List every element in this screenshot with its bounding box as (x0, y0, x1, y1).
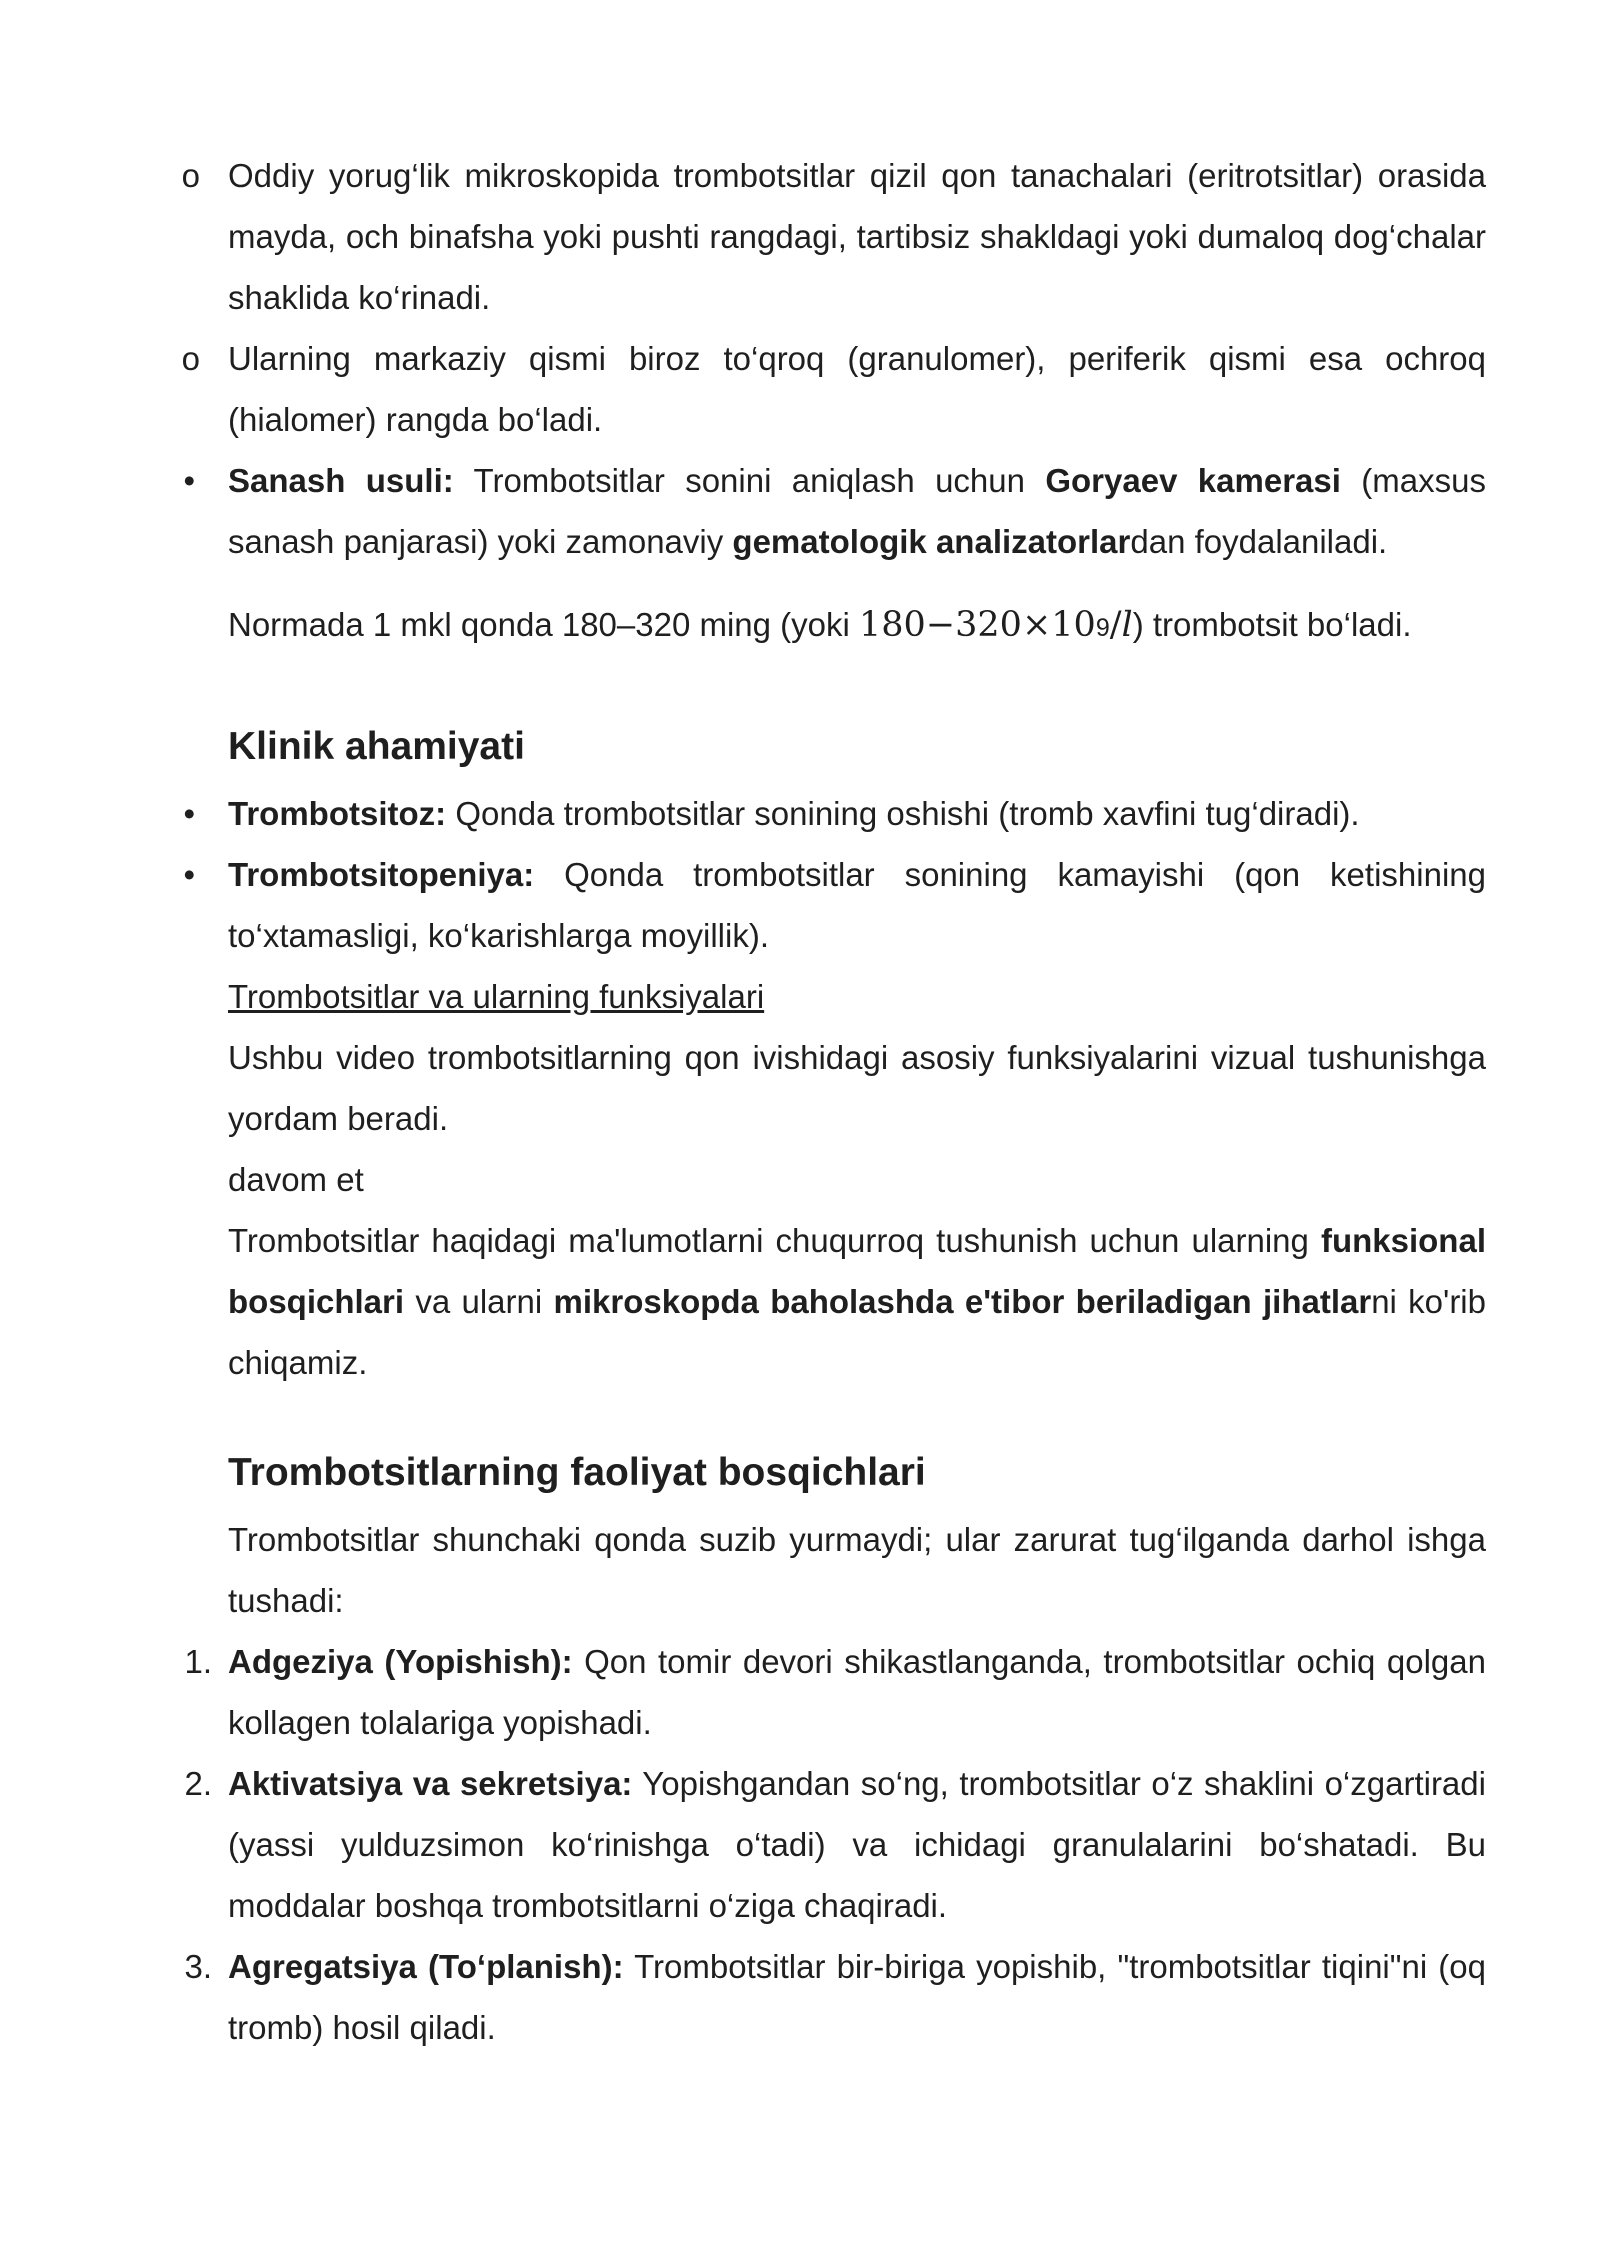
circle-bullet-icon: o (181, 157, 200, 194)
math-exponent: 9 (1095, 614, 1110, 642)
bullet-item-sanash (183, 450, 1486, 572)
bold-term: mikroskopda baholashda e'tibor beriladigan jihatlar (553, 1283, 1372, 1320)
list-number: 2. (184, 1765, 212, 1802)
paragraph-text: Oddiy yorug‘lik mikroskopida trombotsitlar qizil qon tanachalari (eritrotsitlar) orasida mayda, och binafsha yoki pushti rangdagi, tartibsiz shakldagi yoki dumaloq dog‘chalar shaklida ko‘rinadi. (228, 157, 1486, 316)
list-number: 1. (184, 1643, 212, 1680)
text-run: Trombotsitlar sonini aniqlash uchun (453, 462, 1046, 499)
text-run: va ularni (404, 1283, 554, 1320)
bold-label: Agregatsiya (To‘planish): (228, 1948, 624, 1985)
bold-label: Adgeziya (Yopishish): (228, 1643, 573, 1680)
text-run: Qonda trombotsitlar sonining oshishi (tromb xavfini tug‘diradi). (446, 795, 1360, 832)
video-link[interactable]: Trombotsitlar va ularning funksiyalari (228, 978, 765, 1015)
numbered-item (184, 1936, 1486, 2058)
numbered-item (184, 1753, 1486, 1936)
text-run: (maxsus sanash panjarasi) yoki zamonaviy (228, 462, 1486, 560)
norm-line (228, 592, 1486, 661)
bullet-item-trombotsitoz (183, 783, 1486, 844)
circle-bullet-icon: o (181, 340, 200, 377)
math-slash: / (1109, 605, 1122, 645)
section-heading-faoliyat: Trombotsitlarning faoliyat bosqichlari (228, 1451, 926, 1494)
text-run: ni ko'rib chiqamiz. (228, 1283, 1486, 1381)
paragraph-text: Ularning markaziy qismi biroz to‘qroq (granulomer), periferik qismi esa ochroq (hialomer) rangda bo‘ladi. (228, 340, 1486, 438)
dot-bullet-icon: • (183, 462, 195, 499)
text-run: dan foydalaniladi. (1130, 523, 1388, 560)
intro-paragraph: Trombotsitlar shunchaki qonda suzib yurmaydi; ular zarurat tug‘ilganda darhol ishga tushadi: (228, 1521, 1486, 1619)
sub-bullet-item (181, 145, 1486, 328)
dot-bullet-icon: • (183, 795, 195, 832)
bold-label: Aktivatsiya va sekretsiya: (228, 1765, 633, 1802)
text-run: Qonda trombotsitlar sonining kamayishi (qon ketishining to‘xtamasligi, ko‘karishlarga moyillik). (228, 856, 1486, 954)
section-heading-klinik: Klinik ahamiyati (228, 725, 525, 768)
text-run: Normada 1 mkl qonda 180–320 ming (yoki (228, 606, 860, 643)
math-unit: l (1121, 605, 1133, 645)
text-run: ) trombotsit bo‘ladi. (1132, 606, 1412, 643)
math-expression (859, 605, 1133, 645)
bold-label: Trombotsitoz: (228, 795, 447, 832)
math-main: 180−320×10 (859, 605, 1096, 645)
text-run: Yopishgandan so‘ng, trombotsitlar o‘z shaklini o‘zgartiradi (yassi yulduzsimon ko‘rinishga o‘tadi) va ichidagi granulalarini bo‘shatadi. Bu moddalar boshqa trombotsitlarni o‘ziga chaqiradi. (228, 1765, 1486, 1924)
bold-term: Goryaev kamerasi (1045, 462, 1341, 499)
text-run: Trombotsitlar bir-biriga yopishib, "trombotsitlar tiqini"ni (oq tromb) hosil qiladi. (228, 1948, 1486, 2046)
text-run: Qon tomir devori shikastlanganda, trombotsitlar ochiq qolgan kollagen tolalariga yopishadi. (228, 1643, 1486, 1741)
continue-text: davom et (228, 1161, 364, 1198)
numbered-item (184, 1631, 1486, 1753)
bold-label: Sanash usuli: (228, 462, 454, 499)
dot-bullet-icon: • (183, 856, 195, 893)
bold-label: Trombotsitopeniya: (228, 856, 535, 893)
list-number: 3. (184, 1948, 212, 1985)
video-description: Ushbu video trombotsitlarning qon ivishidagi asosiy funksiyalarini vizual tushunishga yordam beradi. (228, 1039, 1486, 1137)
sub-bullet-item (181, 328, 1486, 450)
bullet-item-trombotsitopeniya (183, 844, 1486, 1393)
bold-term: gematologik analizatorlar (732, 523, 1131, 560)
text-run: Trombotsitlar haqidagi ma'lumotlarni chuqurroq tushunish uchun ularning (228, 1222, 1321, 1259)
bold-term: funksional bosqichlari (228, 1222, 1486, 1320)
